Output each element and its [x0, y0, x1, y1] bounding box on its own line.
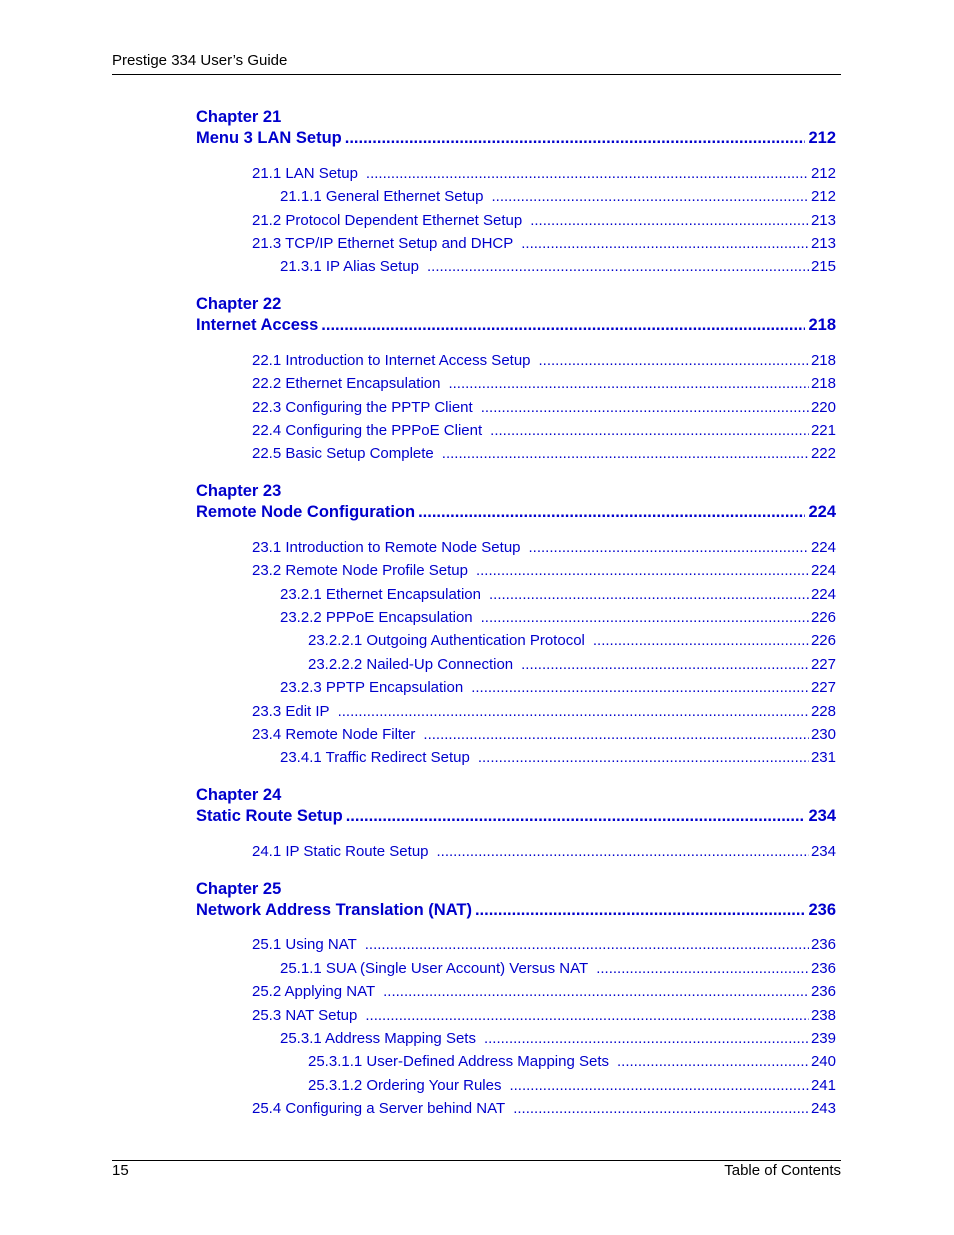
entry-page: 241	[810, 1077, 836, 1094]
entry-label: 23.2 Remote Node Profile Setup	[252, 562, 468, 579]
toc-entry[interactable]	[252, 935, 836, 955]
toc-entry[interactable]	[280, 678, 836, 698]
toc-entry[interactable]	[252, 561, 836, 581]
chapter-title: Network Address Translation (NAT)	[196, 901, 472, 919]
dot-leader	[617, 1052, 809, 1072]
dot-leader	[418, 502, 805, 523]
document-title: Prestige 334 User’s Guide	[112, 52, 288, 69]
toc-chapter-22[interactable]	[196, 294, 836, 336]
entry-page: 228	[810, 703, 836, 720]
dot-leader	[530, 211, 809, 231]
entry-page: 236	[810, 983, 836, 1000]
toc-entry[interactable]	[308, 1052, 836, 1072]
entry-label: 23.2.2 PPPoE Encapsulation	[280, 609, 473, 626]
chapter-page: 218	[808, 316, 836, 334]
dot-leader	[481, 608, 809, 628]
chapter-title-line	[196, 315, 836, 336]
toc-entry[interactable]	[280, 1029, 836, 1049]
entry-page: 240	[810, 1053, 836, 1070]
entry-page: 234	[810, 843, 836, 860]
dot-leader	[321, 315, 805, 336]
dot-leader	[437, 842, 809, 862]
entry-page: 227	[810, 679, 836, 696]
dot-leader	[427, 257, 809, 277]
entry-page: 238	[810, 1007, 836, 1024]
chapter-number: Chapter 23	[196, 482, 282, 500]
entry-page: 230	[810, 726, 836, 743]
toc-entry[interactable]	[252, 538, 836, 558]
dot-leader	[471, 678, 809, 698]
toc-entry[interactable]	[252, 211, 836, 231]
toc-entry[interactable]	[252, 421, 836, 441]
chapter-number: Chapter 25	[196, 880, 282, 898]
entry-page: 224	[810, 539, 836, 556]
dot-leader	[442, 444, 809, 464]
toc-entry[interactable]	[308, 655, 836, 675]
entry-page: 226	[810, 609, 836, 626]
entry-label: 22.5 Basic Setup Complete	[252, 445, 434, 462]
dot-leader	[596, 959, 809, 979]
chapter-title: Menu 3 LAN Setup	[196, 129, 342, 147]
toc-chapter-24[interactable]	[196, 785, 836, 827]
entry-label: 25.3.1.2 Ordering Your Rules	[308, 1077, 502, 1094]
chapter-title: Remote Node Configuration	[196, 503, 416, 521]
chapter-title-line	[196, 502, 836, 523]
entry-label: 21.2 Protocol Dependent Ethernet Setup	[252, 212, 523, 229]
entry-label: 22.4 Configuring the PPPoE Client	[252, 422, 483, 439]
toc-entry[interactable]	[252, 398, 836, 418]
entry-label: 21.3 TCP/IP Ethernet Setup and DHCP	[252, 235, 514, 252]
dot-leader	[338, 702, 809, 722]
toc-entry[interactable]	[280, 959, 836, 979]
footer-section: Table of Contents	[724, 1162, 841, 1179]
entry-label: 21.3.1 IP Alias Setup	[280, 258, 419, 275]
entry-page: 220	[810, 399, 836, 416]
entry-label: 23.2.2.1 Outgoing Authentication Protocol	[308, 632, 585, 649]
entry-label: 24.1 IP Static Route Setup	[252, 843, 429, 860]
entry-label: 23.2.1 Ethernet Encapsulation	[280, 586, 481, 603]
dot-leader	[539, 351, 809, 371]
toc-entry[interactable]	[280, 748, 836, 768]
entry-page: 213	[810, 235, 836, 252]
toc-entry[interactable]	[252, 444, 836, 464]
dot-leader	[475, 900, 806, 921]
chapter-number: Chapter 22	[196, 295, 282, 313]
toc-chapter-23[interactable]	[196, 481, 836, 523]
entry-label: 25.3.1 Address Mapping Sets	[280, 1030, 476, 1047]
toc-entry[interactable]	[308, 631, 836, 651]
entry-label: 25.1 Using NAT	[252, 936, 357, 953]
entry-page: 239	[810, 1030, 836, 1047]
dot-leader	[513, 1099, 809, 1119]
entry-page: 218	[810, 375, 836, 392]
toc-entry[interactable]	[252, 1006, 836, 1026]
entry-page: 227	[810, 656, 836, 673]
entry-label: 23.4 Remote Node Filter	[252, 726, 416, 743]
dot-leader	[423, 725, 809, 745]
entry-label: 25.3.1.1 User-Defined Address Mapping Sets	[308, 1053, 610, 1070]
toc-chapter-25[interactable]	[196, 879, 836, 921]
entry-label: 23.4.1 Traffic Redirect Setup	[280, 749, 470, 766]
entry-label: 23.2.3 PPTP Encapsulation	[280, 679, 464, 696]
page-header	[112, 51, 841, 75]
toc-entry[interactable]	[308, 1076, 836, 1096]
entry-page: 236	[810, 960, 836, 977]
chapter-title: Static Route Setup	[196, 807, 343, 825]
entry-label: 21.1.1 General Ethernet Setup	[280, 188, 484, 205]
toc-entry[interactable]	[280, 187, 836, 207]
dot-leader	[484, 1029, 809, 1049]
chapter-page: 224	[808, 503, 836, 521]
entry-label: 23.1 Introduction to Remote Node Setup	[252, 539, 521, 556]
entry-page: 215	[810, 258, 836, 275]
chapter-page: 234	[808, 807, 836, 825]
entry-label: 23.3 Edit IP	[252, 703, 330, 720]
dot-leader	[365, 1006, 809, 1026]
toc-entry[interactable]	[280, 585, 836, 605]
toc-entry[interactable]	[252, 164, 836, 184]
entry-label: 25.1.1 SUA (Single User Account) Versus NAT	[280, 960, 589, 977]
toc-entry[interactable]	[280, 257, 836, 277]
toc-entry[interactable]	[252, 374, 836, 394]
entry-label: 22.3 Configuring the PPTP Client	[252, 399, 473, 416]
entry-page: 226	[810, 632, 836, 649]
entry-page: 212	[810, 188, 836, 205]
entry-label: 25.2 Applying NAT	[252, 983, 376, 1000]
page-footer	[112, 1160, 841, 1183]
dot-leader	[448, 374, 809, 394]
toc-entry[interactable]	[280, 608, 836, 628]
toc-entry[interactable]	[252, 234, 836, 254]
entry-page: 231	[810, 749, 836, 766]
dot-leader	[366, 164, 809, 184]
toc-entry[interactable]	[252, 351, 836, 371]
entry-page: 218	[810, 352, 836, 369]
chapter-page: 212	[808, 129, 836, 147]
dot-leader	[346, 806, 806, 827]
entry-page: 222	[810, 445, 836, 462]
dot-leader	[529, 538, 809, 558]
entry-page: 224	[810, 562, 836, 579]
dot-leader	[345, 128, 806, 149]
dot-leader	[491, 187, 808, 207]
entry-label: 22.1 Introduction to Internet Access Setup	[252, 352, 531, 369]
dot-leader	[521, 655, 809, 675]
toc-chapter-21[interactable]	[196, 107, 836, 149]
toc-entry[interactable]	[252, 1099, 836, 1119]
dot-leader	[383, 982, 809, 1002]
dot-leader	[521, 234, 809, 254]
dot-leader	[489, 585, 809, 605]
entry-page: 224	[810, 586, 836, 603]
chapter-number: Chapter 21	[196, 108, 282, 126]
entry-page: 243	[810, 1100, 836, 1117]
entry-page: 236	[810, 936, 836, 953]
dot-leader	[490, 421, 809, 441]
chapter-title-line	[196, 806, 836, 827]
dot-leader	[478, 748, 809, 768]
dot-leader	[509, 1076, 809, 1096]
entry-page: 212	[810, 165, 836, 182]
entry-label: 22.2 Ethernet Encapsulation	[252, 375, 441, 392]
entry-label: 25.4 Configuring a Server behind NAT	[252, 1100, 506, 1117]
chapter-number: Chapter 24	[196, 786, 282, 804]
dot-leader	[593, 631, 809, 651]
dot-leader	[481, 398, 809, 418]
entry-label: 23.2.2.2 Nailed-Up Connection	[308, 656, 514, 673]
chapter-title-line	[196, 128, 836, 149]
toc-entry[interactable]	[252, 702, 836, 722]
chapter-title: Internet Access	[196, 316, 319, 334]
entry-page: 221	[810, 422, 836, 439]
chapter-page: 236	[808, 901, 836, 919]
dot-leader	[476, 561, 809, 581]
toc-entry[interactable]	[252, 725, 836, 745]
entry-label: 25.3 NAT Setup	[252, 1007, 358, 1024]
entry-label: 21.1 LAN Setup	[252, 165, 358, 182]
dot-leader	[365, 935, 809, 955]
page-number: 15	[112, 1162, 129, 1179]
chapter-title-line	[196, 900, 836, 921]
toc-entry[interactable]	[252, 842, 836, 862]
entry-page: 213	[810, 212, 836, 229]
toc-entry[interactable]	[252, 982, 836, 1002]
